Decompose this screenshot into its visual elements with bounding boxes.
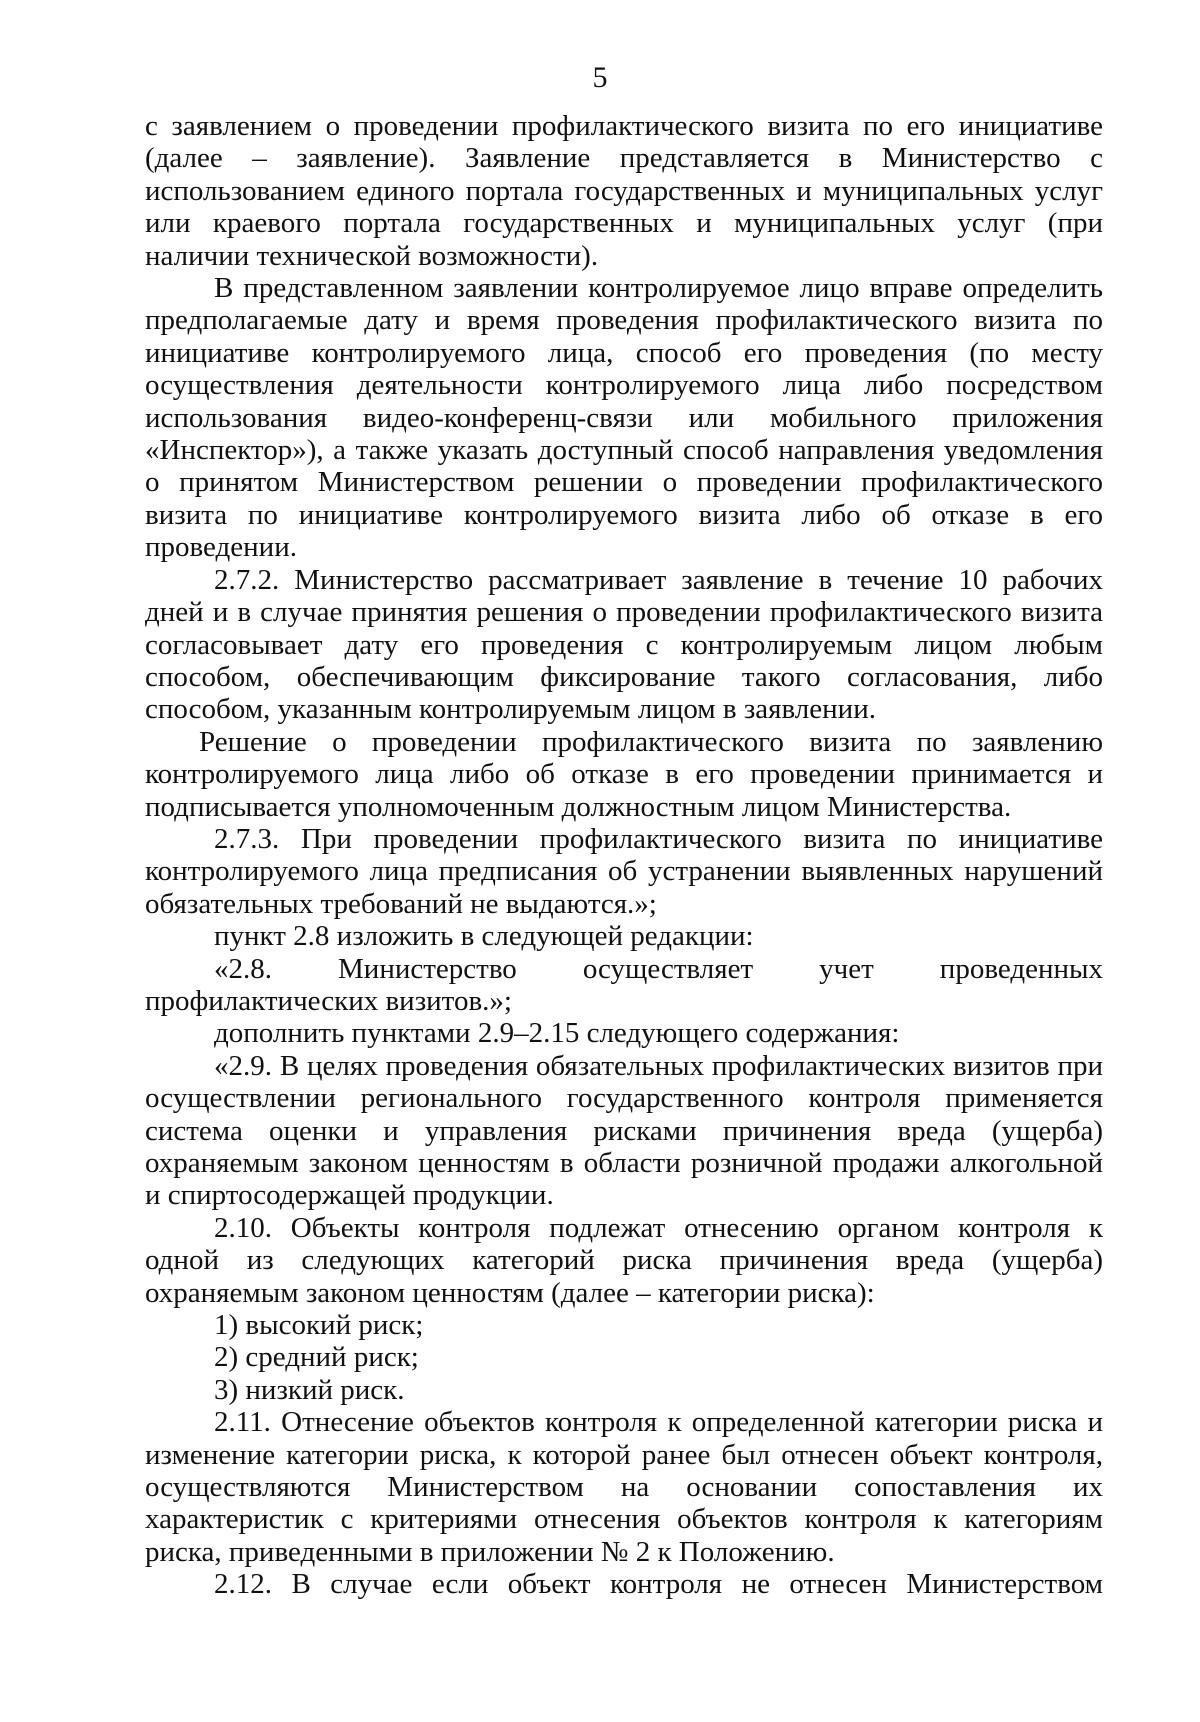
paragraph-application-content: В представленном заявлении контролируемое лицо вправе определить предполагаемые дату и время проведения профилактического визита по инициативе контролируемого лица, способ его проведения (по месту осуществления деятельности контролируемого лица либо посредством использования видео-конференц-связи или мобильного приложения «Инспектор»), а также указать доступный способ направления уведомления о принятом Министерством решении о проведении профилактического визита по инициативе контролируемого визита либо об отказе в его проведении. [145, 272, 1103, 564]
document-body [145, 110, 1103, 1601]
paragraph-2-7-2: 2.7.2. Министерство рассматривает заявление в течение 10 рабочих дней и в случае принятия решения о проведении профилактического визита согласовывает дату его проведения с контролируемым лицом любым способом, обеспечивающим фиксирование такого согласования, либо способом, указанным контролируемым лицом в заявлении. [145, 563, 1103, 726]
paragraph-clause-2-8-intro: пункт 2.8 изложить в следующей редакции: [214, 920, 754, 953]
paragraph-2-11: 2.11. Отнесение объектов контроля к определенной категории риска и изменение категории риска, к которой ранее был отнесен объект контроля, осуществляются Министерством на основании сопоставления их характеристик с критериями отнесения объектов контроля к категориям риска, приведенными в приложении № 2 к Положению. [145, 1406, 1103, 1568]
page-number: 5 [592, 61, 608, 94]
paragraph-decision: Решение о проведении профилактического визита по заявлению контролируемого лица либо об отказе в его проведении принимается и подписывается уполномоченным должностным лицом Министерства. [145, 725, 1103, 823]
list-item-medium-risk: 2) средний риск; [214, 1341, 419, 1374]
paragraph-2-10: 2.10. Объекты контроля подлежат отнесению органом контроля к одной из следующих категорий риска причинения вреда (ущерба) охраняемым законом ценностям (далее – категории риска): [145, 1211, 1103, 1309]
paragraph-clauses-2-9-2-15-intro: дополнить пунктами 2.9–2.15 следующего содержания: [214, 1017, 900, 1050]
paragraph-application-submission: с заявлением о проведении профилактического визита по его инициативе (далее – заявление). Заявление представляется в Министерство с использованием единого портала государственных и муниципальных услуг или краевого портала государственных и муниципальных услуг (при наличии технической возможности). [145, 110, 1103, 272]
paragraph-2-9: «2.9. В целях проведения обязательных профилактических визитов при осуществлении регионального государственного контроля применяется система оценки и управления рисками причинения вреда (ущерба) охраняемым законом ценностям в области розничной продажи алкогольной и спиртосодержащей продукции. [145, 1049, 1103, 1212]
paragraph-2-8: «2.8. Министерство осуществляет учет проведенных профилактических визитов.»; [145, 952, 1103, 1017]
list-item-low-risk: 3) низкий риск. [214, 1373, 405, 1406]
paragraph-2-7-3: 2.7.3. При проведении профилактического визита по инициативе контролируемого лица предписания об устранении выявленных нарушений обязательных требований не выдаются.»; [145, 822, 1103, 920]
list-item-high-risk: 1) высокий риск; [214, 1309, 424, 1342]
paragraph-2-12: 2.12. В случае если объект контроля не отнесен Министерством [214, 1568, 1103, 1601]
